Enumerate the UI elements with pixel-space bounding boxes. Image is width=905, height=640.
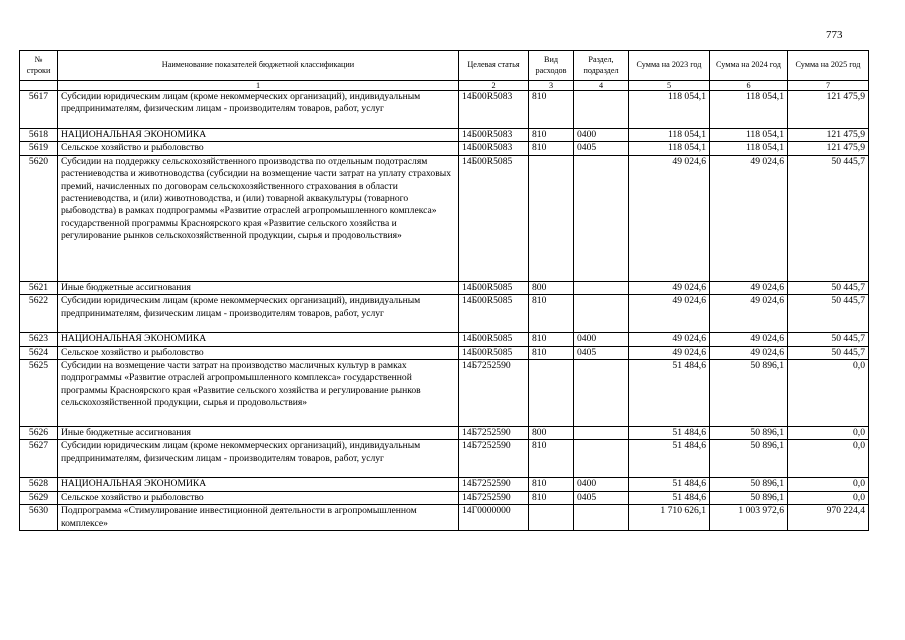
section-cell: [574, 427, 629, 440]
table-row: [20, 360, 869, 427]
sum-2024-cell: 50 896,1: [710, 491, 788, 504]
indicator-name-cell: НАЦИОНАЛЬНАЯ ЭКОНОМИКА: [58, 478, 459, 491]
section-cell: 0405: [574, 346, 629, 359]
header-cell: Сумма на 2025 год: [788, 51, 869, 81]
expense-type-cell: 810: [529, 346, 574, 359]
table-row: [20, 491, 869, 504]
sum-2024-cell: 50 896,1: [710, 478, 788, 491]
indicator-name-cell: Субсидии юридическим лицам (кроме некоммерческих организаций), индивидуальным предпринимателям, физическим лицам - производителям товаров, работ, услуг: [58, 440, 459, 478]
table-row: [20, 427, 869, 440]
sum-2024-cell: 118 054,1: [710, 129, 788, 142]
sum-2023-cell: 118 054,1: [629, 142, 710, 155]
sum-2023-cell: 49 024,6: [629, 155, 710, 281]
target-article-cell: 14Г0000000: [459, 505, 529, 531]
expense-type-cell: [529, 505, 574, 531]
table-row: [20, 91, 869, 129]
row-number-cell: 5619: [20, 142, 58, 155]
sum-2023-cell: 118 054,1: [629, 91, 710, 129]
table-row: [20, 129, 869, 142]
sum-2023-cell: 51 484,6: [629, 427, 710, 440]
expense-type-cell: 810: [529, 478, 574, 491]
section-cell: [574, 505, 629, 531]
header-cell: Сумма на 2024 год: [710, 51, 788, 81]
target-article-cell: 14Б7252590: [459, 440, 529, 478]
section-cell: 0400: [574, 129, 629, 142]
row-number-cell: 5625: [20, 360, 58, 427]
table-row: [20, 155, 869, 281]
target-article-cell: 14Б00R5083: [459, 129, 529, 142]
column-number-cell: 1: [58, 81, 459, 91]
expense-type-cell: 810: [529, 295, 574, 333]
section-cell: 0400: [574, 333, 629, 346]
indicator-name-cell: НАЦИОНАЛЬНАЯ ЭКОНОМИКА: [58, 333, 459, 346]
row-number-cell: 5626: [20, 427, 58, 440]
row-number-cell: 5617: [20, 91, 58, 129]
table-row: [20, 295, 869, 333]
column-number-cell: 6: [710, 81, 788, 91]
sum-2023-cell: 51 484,6: [629, 491, 710, 504]
section-cell: 0400: [574, 478, 629, 491]
sum-2025-cell: 0,0: [788, 360, 869, 427]
section-cell: [574, 360, 629, 427]
sum-2024-cell: 118 054,1: [710, 142, 788, 155]
target-article-cell: 14Б00R5083: [459, 91, 529, 129]
section-cell: 0405: [574, 491, 629, 504]
sum-2024-cell: 49 024,6: [710, 333, 788, 346]
target-article-cell: 14Б00R5085: [459, 155, 529, 281]
column-number-cell: 5: [629, 81, 710, 91]
column-number-cell: 2: [459, 81, 529, 91]
section-cell: [574, 440, 629, 478]
sum-2023-cell: 51 484,6: [629, 440, 710, 478]
sum-2024-cell: 49 024,6: [710, 281, 788, 294]
sum-2025-cell: 50 445,7: [788, 295, 869, 333]
row-number-cell: 5620: [20, 155, 58, 281]
sum-2024-cell: 1 003 972,6: [710, 505, 788, 531]
row-number-cell: 5618: [20, 129, 58, 142]
table-body: [20, 91, 869, 531]
sum-2025-cell: 50 445,7: [788, 333, 869, 346]
indicator-name-cell: Подпрограмма «Стимулирование инвестиционной деятельности в агропромышленном комплексе»: [58, 505, 459, 531]
expense-type-cell: 800: [529, 281, 574, 294]
target-article-cell: 14Б00R5085: [459, 295, 529, 333]
target-article-cell: 14Б00R5085: [459, 333, 529, 346]
row-number-cell: 5630: [20, 505, 58, 531]
indicator-name-cell: Иные бюджетные ассигнования: [58, 281, 459, 294]
table-row: [20, 281, 869, 294]
target-article-cell: 14Б7252590: [459, 478, 529, 491]
indicator-name-cell: Субсидии юридическим лицам (кроме некоммерческих организаций), индивидуальным предпринимателям, физическим лицам - производителям товаров, работ, услуг: [58, 91, 459, 129]
expense-type-cell: 810: [529, 440, 574, 478]
sum-2023-cell: 49 024,6: [629, 295, 710, 333]
expense-type-cell: 810: [529, 333, 574, 346]
sum-2025-cell: 50 445,7: [788, 346, 869, 359]
sum-2024-cell: 49 024,6: [710, 346, 788, 359]
sum-2025-cell: 50 445,7: [788, 281, 869, 294]
indicator-name-cell: Субсидии на поддержку сельскохозяйственного производства по отдельным подотраслям растениеводства и животноводства (субсидии на возмещение части затрат на уплату страховых премий, начисленных по договорам сельскохозяйственного страхования в области растениеводства, и (или) животноводства, и (или) товарной аквакультуры (товарного рыбоводства) в рамках подпрограммы «Развитие отраслей агропромышленного комплекса» государственной программы Красноярского края «Развитие сельского хозяйства и регулирование рынков сельскохозяйственной продукции, сырья и продовольствия»: [58, 155, 459, 281]
sum-2023-cell: 49 024,6: [629, 333, 710, 346]
sum-2024-cell: 50 896,1: [710, 427, 788, 440]
section-cell: [574, 91, 629, 129]
table-row: [20, 505, 869, 531]
indicator-name-cell: Сельское хозяйство и рыболовство: [58, 142, 459, 155]
target-article-cell: 14Б00R5085: [459, 281, 529, 294]
target-article-cell: 14Б7252590: [459, 491, 529, 504]
expense-type-cell: [529, 360, 574, 427]
sum-2023-cell: 118 054,1: [629, 129, 710, 142]
table-row: [20, 440, 869, 478]
target-article-cell: 14Б7252590: [459, 427, 529, 440]
section-cell: [574, 281, 629, 294]
budget-table: [19, 50, 869, 531]
table-row: [20, 142, 869, 155]
sum-2024-cell: 118 054,1: [710, 91, 788, 129]
sum-2025-cell: 0,0: [788, 491, 869, 504]
sum-2024-cell: 50 896,1: [710, 440, 788, 478]
header-cell: Наименование показателей бюджетной классификации: [58, 51, 459, 81]
column-number-cell: 7: [788, 81, 869, 91]
indicator-name-cell: НАЦИОНАЛЬНАЯ ЭКОНОМИКА: [58, 129, 459, 142]
indicator-name-cell: Сельское хозяйство и рыболовство: [58, 346, 459, 359]
table-row: [20, 346, 869, 359]
header-cell: Целевая статья: [459, 51, 529, 81]
sum-2023-cell: 49 024,6: [629, 346, 710, 359]
row-number-cell: 5622: [20, 295, 58, 333]
row-number-cell: 5629: [20, 491, 58, 504]
header-cell: Раздел, подраздел: [574, 51, 629, 81]
sum-2023-cell: 51 484,6: [629, 478, 710, 491]
row-number-cell: 5628: [20, 478, 58, 491]
target-article-cell: 14Б00R5083: [459, 142, 529, 155]
expense-type-cell: 810: [529, 491, 574, 504]
indicator-name-cell: Субсидии на возмещение части затрат на производство масличных культур в рамках подпрограммы «Развитие отраслей агропромышленного комплекса» государственной программы Красноярского края «Развитие сельского хозяйства и регулирование рынков сельскохозяйственной продукции, сырья и продовольствия»: [58, 360, 459, 427]
expense-type-cell: [529, 155, 574, 281]
section-cell: [574, 155, 629, 281]
row-number-cell: 5621: [20, 281, 58, 294]
target-article-cell: 14Б00R5085: [459, 346, 529, 359]
sum-2025-cell: 0,0: [788, 440, 869, 478]
indicator-name-cell: Сельское хозяйство и рыболовство: [58, 491, 459, 504]
row-number-cell: 5623: [20, 333, 58, 346]
section-cell: 0405: [574, 142, 629, 155]
column-number-cell: [20, 81, 58, 91]
row-number-cell: 5624: [20, 346, 58, 359]
sum-2025-cell: 121 475,9: [788, 91, 869, 129]
indicator-name-cell: Иные бюджетные ассигнования: [58, 427, 459, 440]
expense-type-cell: 810: [529, 91, 574, 129]
header-row: [20, 51, 869, 81]
table-row: [20, 333, 869, 346]
sum-2025-cell: 50 445,7: [788, 155, 869, 281]
column-number-cell: 4: [574, 81, 629, 91]
sum-2025-cell: 121 475,9: [788, 142, 869, 155]
sum-2023-cell: 49 024,6: [629, 281, 710, 294]
header-cell: № строки: [20, 51, 58, 81]
column-number-row: [20, 81, 869, 91]
sum-2025-cell: 121 475,9: [788, 129, 869, 142]
indicator-name-cell: Субсидии юридическим лицам (кроме некоммерческих организаций), индивидуальным предпринимателям, физическим лицам - производителям товаров, работ, услуг: [58, 295, 459, 333]
section-cell: [574, 295, 629, 333]
header-cell: Сумма на 2023 год: [629, 51, 710, 81]
sum-2023-cell: 1 710 626,1: [629, 505, 710, 531]
row-number-cell: 5627: [20, 440, 58, 478]
table-row: [20, 478, 869, 491]
expense-type-cell: 810: [529, 142, 574, 155]
column-number-cell: 3: [529, 81, 574, 91]
expense-type-cell: 810: [529, 129, 574, 142]
sum-2025-cell: 0,0: [788, 427, 869, 440]
sum-2023-cell: 51 484,6: [629, 360, 710, 427]
sum-2025-cell: 0,0: [788, 478, 869, 491]
target-article-cell: 14Б7252590: [459, 360, 529, 427]
sum-2024-cell: 49 024,6: [710, 295, 788, 333]
sum-2024-cell: 50 896,1: [710, 360, 788, 427]
page-number: 773: [826, 29, 843, 41]
sum-2025-cell: 970 224,4: [788, 505, 869, 531]
header-cell: Вид расходов: [529, 51, 574, 81]
expense-type-cell: 800: [529, 427, 574, 440]
sum-2024-cell: 49 024,6: [710, 155, 788, 281]
